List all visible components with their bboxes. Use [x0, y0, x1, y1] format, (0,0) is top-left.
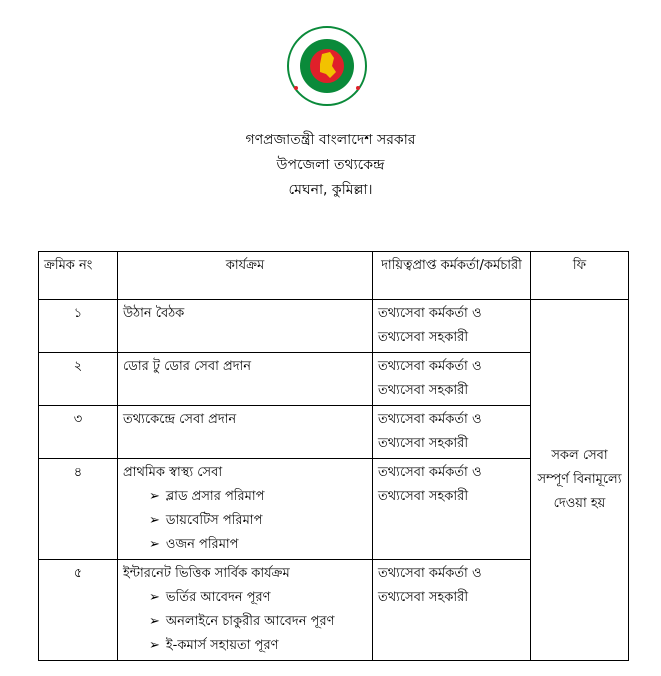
row-activity: উঠান বৈঠক	[118, 300, 373, 353]
arrow-bullet-icon: ➢	[149, 638, 160, 653]
sub-item	[123, 509, 367, 533]
sub-item-label: ভর্তির আবেদন পূরণ	[165, 590, 271, 605]
sub-item-label: ডায়বেটিস পরিমাপ	[165, 513, 263, 528]
row-number: ১	[39, 300, 118, 353]
officer-line: তথ্যসেবা কর্মকর্তা ও	[378, 566, 482, 581]
row-number: ৩	[39, 406, 118, 459]
fee-cell: সকল সেবা সম্পূর্ণ বিনামূল্যে দেওয়া হয়	[531, 300, 629, 661]
sub-item	[123, 533, 367, 557]
row-activity	[118, 459, 373, 560]
sub-item-label: ওজন পরিমাপ	[165, 537, 239, 552]
row-officer	[373, 459, 531, 560]
officer-line: তথ্যসেবা সহকারী	[378, 436, 469, 451]
sub-item-label: অনলাইনে চাকুরীর আবেদন পূরণ	[165, 614, 335, 629]
officer-line: তথ্যসেবা সহকারী	[378, 383, 469, 398]
government-seal-logo	[286, 24, 368, 108]
activity-title: প্রাথমিক স্বাস্থ্য সেবা	[123, 465, 223, 480]
arrow-bullet-icon: ➢	[149, 590, 160, 605]
row-number: ২	[39, 353, 118, 406]
row-activity: তথ্যকেন্দ্রে সেবা প্রদান	[118, 406, 373, 459]
header-government: গণপ্রজাতন্ত্রী বাংলাদেশ সরকার	[245, 132, 416, 148]
arrow-bullet-icon: ➢	[149, 489, 160, 504]
col-header-serial: ক্রমিক নং	[39, 252, 118, 300]
row-activity: ডোর টু ডোর সেবা প্রদান	[118, 353, 373, 406]
header-office: উপজেলা তথ্যকেন্দ্র	[276, 157, 385, 173]
col-header-officer: দায়িত্বপ্রাপ্ত কর্মকর্তা/কর্মচারী	[373, 252, 531, 300]
activity-title: ইন্টারনেট ভিত্তিক সার্বিক কার্যক্রম	[123, 566, 290, 581]
officer-line: তথ্যসেবা সহকারী	[378, 489, 469, 504]
officer-line: তথ্যসেবা কর্মকর্তা ও	[378, 359, 482, 374]
arrow-bullet-icon: ➢	[149, 537, 160, 552]
header-location: মেঘনা, কুমিল্লা।	[288, 182, 373, 198]
row-officer	[373, 406, 531, 459]
row-activity	[118, 560, 373, 661]
table-header-row	[39, 252, 629, 300]
sub-item	[123, 586, 367, 610]
table-row	[39, 300, 629, 353]
officer-line: তথ্যসেবা সহকারী	[378, 330, 469, 345]
sub-item	[123, 610, 367, 634]
sub-item	[123, 634, 367, 658]
row-number: ৫	[39, 560, 118, 661]
officer-line: তথ্যসেবা কর্মকর্তা ও	[378, 465, 482, 480]
row-officer	[373, 560, 531, 661]
officer-line: তথ্যসেবা কর্মকর্তা ও	[378, 306, 482, 321]
col-header-activity: কার্যক্রম	[118, 252, 373, 300]
sub-item-label: ব্লাড প্রসার পরিমাপ	[165, 489, 265, 504]
arrow-bullet-icon: ➢	[149, 614, 160, 629]
row-number: ৪	[39, 459, 118, 560]
sub-item-label: ই-কমার্স সহায়তা পূরণ	[165, 638, 279, 653]
arrow-bullet-icon: ➢	[149, 513, 160, 528]
row-officer	[373, 353, 531, 406]
services-table	[38, 251, 629, 661]
officer-line: তথ্যসেবা সহকারী	[378, 590, 469, 605]
sub-item	[123, 485, 367, 509]
officer-line: তথ্যসেবা কর্মকর্তা ও	[378, 412, 482, 427]
row-officer	[373, 300, 531, 353]
col-header-fee: ফি	[531, 252, 629, 300]
